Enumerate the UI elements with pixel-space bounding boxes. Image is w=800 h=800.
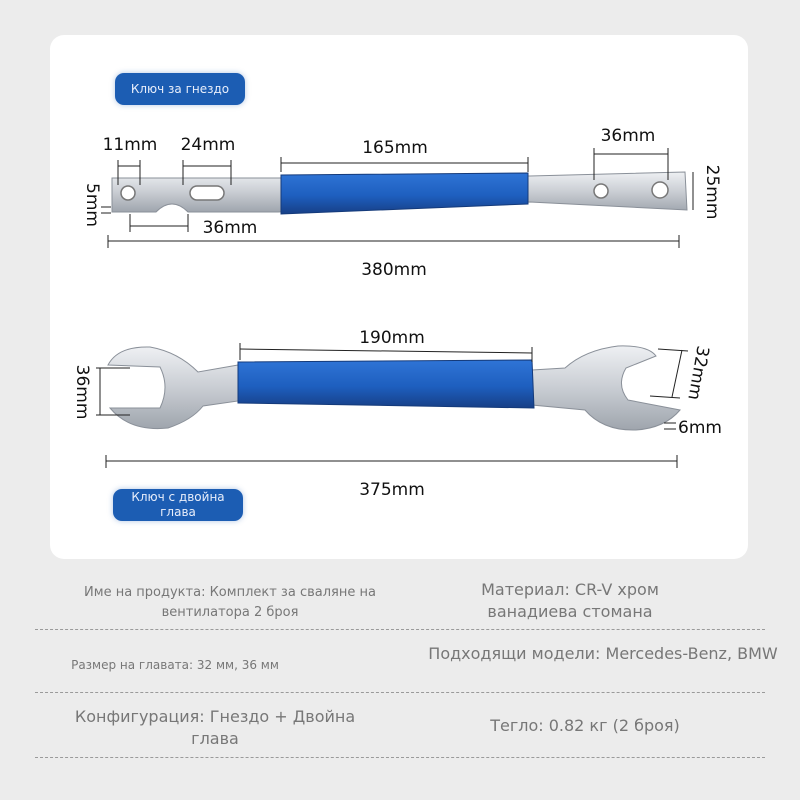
double-head-right-jaw xyxy=(532,346,680,430)
spec-material: Материал: CR-V хром ванадиева стомана xyxy=(481,580,659,621)
spec-divider-1 xyxy=(35,629,765,630)
socket-hole-small xyxy=(121,186,135,200)
dim-socket-total: 380mm xyxy=(361,260,427,280)
dim-notch: 36mm xyxy=(202,218,258,238)
double-head-handle xyxy=(238,360,534,408)
dim-double-total: 375mm xyxy=(359,480,425,500)
dim-socket-width: 25mm xyxy=(702,164,722,220)
spec-divider-2 xyxy=(35,692,765,693)
dim-socket-thickness: 5mm xyxy=(82,183,102,227)
socket-hole-slot xyxy=(190,186,224,200)
socket-wrench-handle xyxy=(281,173,528,214)
socket-wrench xyxy=(112,172,687,214)
dim-hole-small: 11mm xyxy=(102,135,158,155)
socket-wrench-tag-label: Ключ за гнездо xyxy=(130,81,230,96)
spec-divider-3 xyxy=(35,757,765,758)
socket-hole-right-a xyxy=(594,184,608,198)
spec-weight: Тегло: 0.82 кг (2 броя) xyxy=(490,716,680,735)
double-head-wrench xyxy=(108,346,680,430)
socket-hole-right-b xyxy=(652,182,668,198)
spec-compatible: Подходящи модели: Mercedes-Benz, BMW xyxy=(428,644,778,663)
spec-configuration: Конфигурация: Гнездо + Двойна глава xyxy=(74,707,356,748)
dim-hole-slot: 24mm xyxy=(180,135,236,155)
dim-right-hole: 36mm xyxy=(600,126,656,146)
spec-product-name: Име на продукта: Комплект за сваляне на вентилатора 2 броя xyxy=(84,585,376,620)
dim-double-thickness: 6mm xyxy=(678,418,722,438)
double-head-wrench-tag-label: Ключ с двойна глава xyxy=(131,490,225,519)
dim-right-jaw: 32mm xyxy=(683,344,713,402)
dim-double-handle: 190mm xyxy=(359,328,425,348)
dim-socket-handle: 165mm xyxy=(362,138,428,158)
dim-left-jaw: 36mm xyxy=(72,364,92,420)
spec-head-size: Размер на главата: 32 мм, 36 мм xyxy=(71,658,279,672)
double-head-left-jaw xyxy=(108,347,238,429)
